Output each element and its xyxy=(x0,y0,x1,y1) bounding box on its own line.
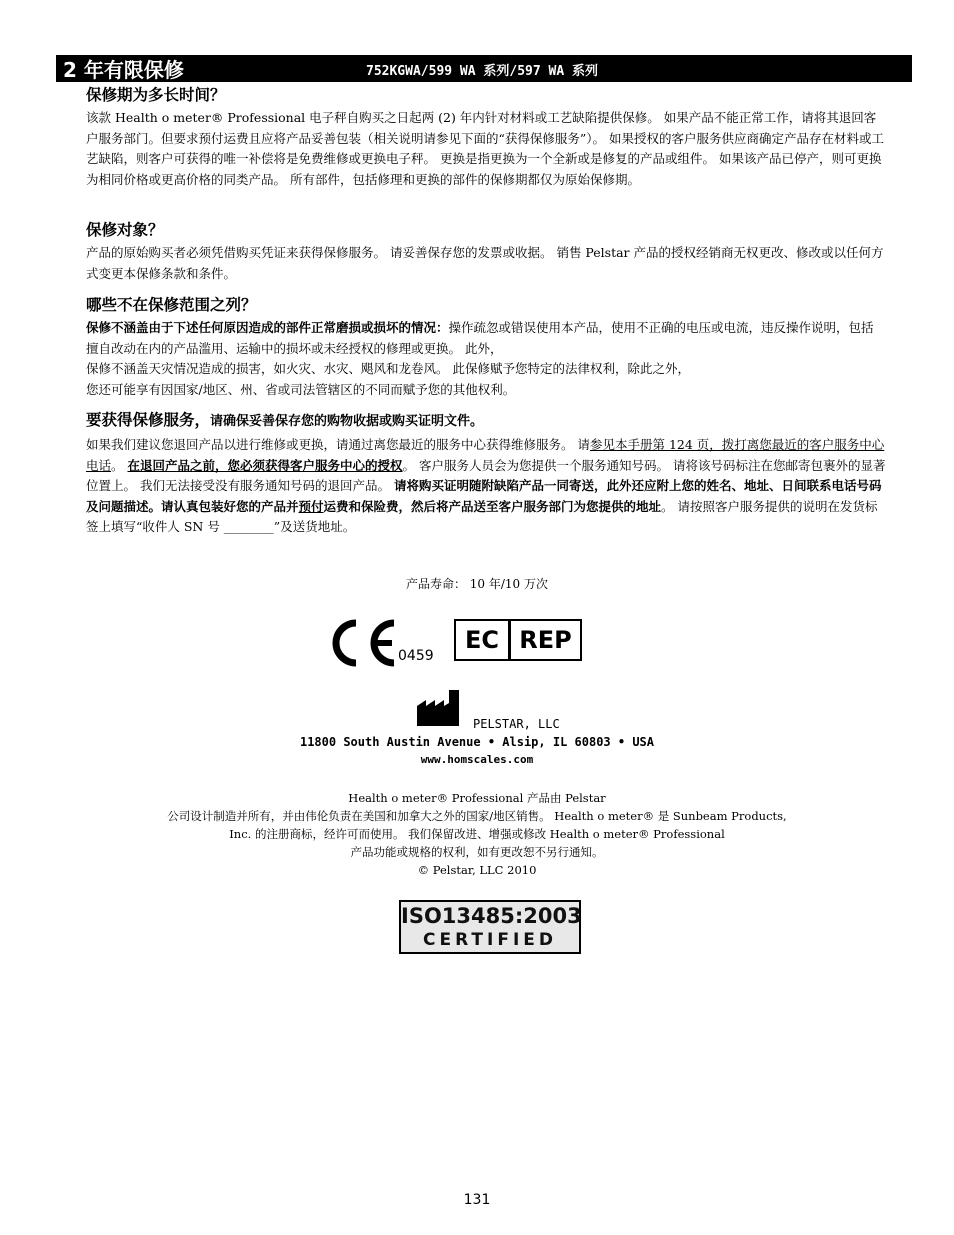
company-website: www.homscales.com xyxy=(420,753,534,766)
heading-main: 要获得保修服务， xyxy=(86,411,211,429)
text-part: 保修不涵盖天灾情况造成的损害，如火灾、水灾、飓风和龙卷风。 此保修赋予您特定的法律权利，除此之外， xyxy=(86,361,690,376)
section-heading: 哪些不在保修范围之列？ xyxy=(86,296,257,314)
section-heading: 保修对象？ xyxy=(86,221,164,239)
text-part: 如果我们建议您退回产品以进行维修或更换，请通过离您最近的服务中心获得维修服务。 请 xyxy=(86,437,590,452)
model-series: 752KGWA/599 WA 系列/597 WA 系列 xyxy=(366,64,599,79)
section-text: 产品的原始购买者必须凭借购买凭证来获得保修服务。 请妥善保存您的发票或收据。 销售 Pelstar 产品的授权经销商无权更改、修改或以任何方式变更本保修条款和条件。 xyxy=(86,245,884,281)
iso-certified: CERTIFIED xyxy=(423,930,557,950)
legal-line: 公司设计制造并所有，并由伟伦负责在美国和加拿大之外的国家/地区销售。 Health o meter® 是 Sunbeam Products, xyxy=(167,809,787,823)
text-part: 操作疏忽或错误使用本产品，使用不正确的电压或电流，违反操作说明，包括擅自改动在内的产品滥用、运输中的损坏或未经授权的修理或更换。 此外， xyxy=(86,320,874,356)
heading-sub: 请确保妥善保存您的购物收据或购买证明文件。 xyxy=(210,414,484,429)
section-text xyxy=(86,318,886,400)
shipping-notice: 请将购买证明随附缺陷产品一同寄送，此外还应附上您的姓名、地址、日间联系电话号码及问题描述。请认真包装好您的产品并 xyxy=(86,478,882,514)
section-heading: 保修期为多长时间？ xyxy=(86,86,226,104)
section-who xyxy=(86,220,886,284)
page-title: 2 年有限保修 xyxy=(63,58,184,82)
page-number: 131 xyxy=(463,1192,491,1208)
text-part: 。 请按照客户服务提供的说明在发货标签上填写“收件人 SN 号 ________”及送货地址。 xyxy=(86,498,878,534)
company-name: PELSTAR, LLC xyxy=(473,717,560,731)
text-part: 。 客户服务人员会为您提供一个服务通知号码。 请将该号码标注在您邮寄包裹外的显著位置上。 我们无法接受没有服务通知号码的退回产品。 xyxy=(86,457,886,493)
section-not-covered xyxy=(86,295,886,400)
section-text: 该款 Health o meter® Professional 电子秤自购买之日起两 (2) 年内针对材料或工艺缺陷提供保修。 如果产品不能正常工作，请将其退回客户服务部门。但要求预付运费且应将产品妥善包装（相关说明请参见下面的“获得保修服务”）。 如果授权的客户服务供应商确定产品存在材料或工艺缺陷，则客户可获得的唯一补偿将是免费维修或更换电子秤。 更换是指更换为一个全新或是修复的产品或组件。 如果该产品已停产，则可更换为相同价格或更高价格的同类产品。 所有部件，包括修理和更换的部件的保修期都仅为原始保修期。 xyxy=(86,110,885,187)
iso-certified-badge xyxy=(399,900,581,954)
company-address: 11800 South Austin Avenue • Alsip, IL 60803 • USA xyxy=(299,735,654,749)
product-life: 产品寿命： 10 年/10 万次 xyxy=(405,577,549,591)
legal-line: Inc. 的注册商标，经许可而使用。 我们保留改进、增强或修改 Health o meter® Professional xyxy=(229,827,725,841)
authorization-notice: 在退回产品之前，您必须获得客户服务中心的授权 xyxy=(127,457,403,473)
text-part: 您还可能享有因国家/地区、州、省或司法管辖区的不同而赋予您的其他权利。 xyxy=(86,381,516,397)
manufacturer-icon xyxy=(417,690,459,726)
ec-label: EC xyxy=(456,621,511,659)
title-bar xyxy=(56,55,912,82)
rep-label: REP xyxy=(519,626,572,654)
shipping-notice-2: 运费和保险费，然后将产品送至客户服务部门为您提供的地址 xyxy=(323,498,662,514)
legal-notice xyxy=(0,789,954,879)
bold-lead: 保修不涵盖由于下述任何原因造成的部件正常磨损或损坏的情况： xyxy=(86,320,449,335)
iso-standard: ISO13485:2003 xyxy=(401,904,582,928)
page-reference-link: 参见本手册第 124 页，拨打离您最近的客户服务中心电话 xyxy=(86,437,885,473)
section-heading xyxy=(86,410,886,432)
legal-line: © Pelstar, LLC 2010 xyxy=(417,863,537,877)
text-part: 。 xyxy=(111,457,128,473)
legal-line: Health o meter® Professional 产品由 Pelstar xyxy=(348,791,606,805)
section-how-long xyxy=(86,85,886,190)
section-service xyxy=(86,410,886,538)
prepaid-text: 预付 xyxy=(298,498,324,514)
ec-rep-icon xyxy=(454,619,582,661)
legal-line: 产品功能或规格的权利，如有更改恕不另行通知。 xyxy=(350,845,604,859)
ce-notified-body: 0459 xyxy=(398,648,434,664)
section-text xyxy=(86,435,886,538)
